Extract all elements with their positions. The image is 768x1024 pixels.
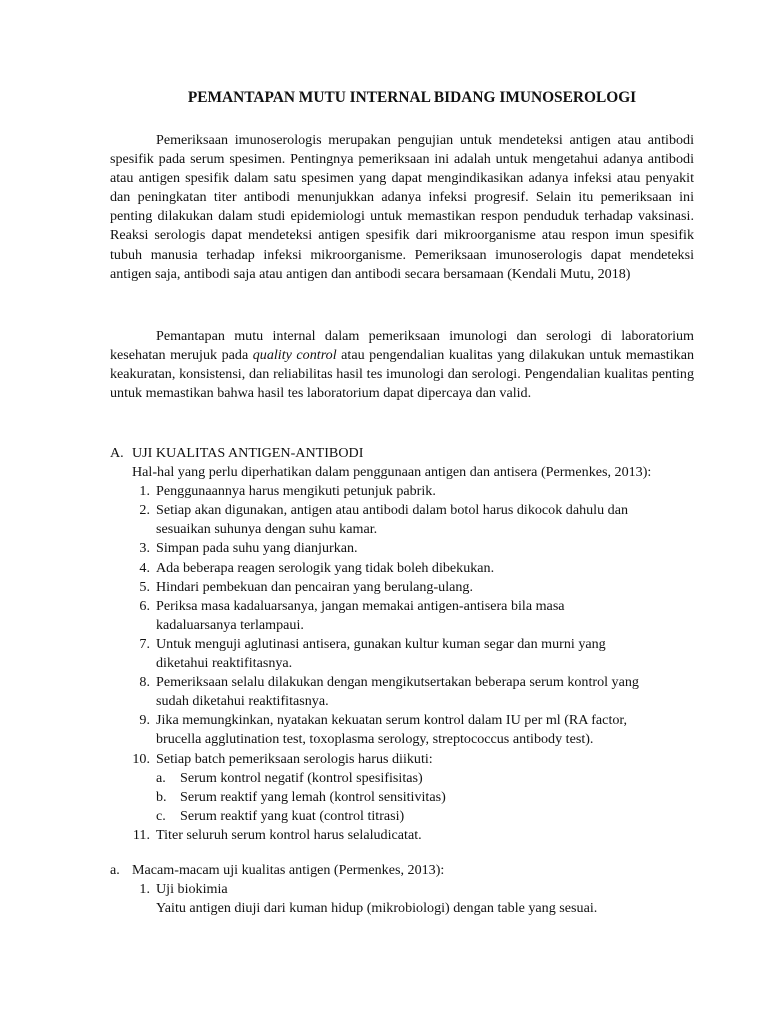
list-item-description: Yaitu antigen diuji dari kuman hidup (mikrobiologi) dengan table yang sesuai. [156,900,598,917]
section-antigen-quality-tests [110,861,694,918]
list-number: 6. [139,597,150,614]
sublist-letter: a. [156,769,166,786]
list-item [139,578,694,597]
sublist-item-text: Serum reaktif yang kuat (control titrasi) [180,807,405,824]
italic-term: quality control [252,347,337,364]
sublist-letter: c. [156,807,166,824]
section-marker: A. [110,445,124,461]
lettered-sublist [156,769,694,826]
intro-paragraph: Pemeriksaan imunoserologis merupakan pengujian untuk mendeteksi antigen atau antibodi spesifik pada serum spesimen. Pentingnya pemeriksaan ini adalah untuk mengetahui adanya antibodi atau antigen spesifik dalam satu spesimen yang dapat mengindikasikan adanya infeksi atau penyakit dan peningkatan titer antibodi menunjukkan adanya infeksi progresif. Selain itu pemeriksaan ini penting dilakukan dalam studi epidemiologi untuk memastikan respon penduduk terhadap vaksinasi. Reaksi serologis dapat mendeteksi antigen spesifik dari mikroorganisme atau respon imun spesifik tubuh manusia terhadap infeksi mikroorganisme. Pemeriksaan imunoserologis dapat mendeteksi antigen saja, antibodi saja atau antigen dan antibodi secara bersamaan (Kendali Mutu, 2018) [110,132,694,282]
list-number: 11. [132,826,150,843]
list-item [139,482,694,501]
list-number: 3. [139,540,150,557]
list-number: 10. [132,750,150,767]
page-title: PEMANTAPAN MUTU INTERNAL BIDANG IMUNOSEROLOGI [187,89,637,106]
list-item-text: Ada beberapa reagen serologik yang tidak boleh dibekukan. [156,559,495,576]
numbered-list [110,880,694,918]
list-item-text: Uji biokimia [156,881,228,898]
list-number: 7. [139,635,150,652]
list-item [139,711,694,749]
list-number: 9. [139,712,150,729]
list-item [132,826,694,845]
list-item-text-continued: sudah diketahui reaktifitasnya. [156,693,329,710]
list-item-text: Setiap akan digunakan, antigen atau antibodi dalam botol harus dikocok dahulu dan [156,502,629,519]
list-item-text-continued: diketahui reaktifitasnya. [156,655,293,672]
list-item-text-continued: brucella agglutination test, toxoplasma serology, streptococcus antibody test). [156,731,594,748]
list-item-text: Untuk menguji aglutinasi antisera, gunakan kultur kuman segar dan murni yang [156,635,606,652]
section-antigen-antibody-quality [110,444,694,845]
list-number: 1. [139,881,150,898]
list-number: 5. [139,578,150,595]
list-item [139,559,694,578]
list-item [139,501,694,539]
section-marker: a. [110,862,120,878]
sublist-item [156,807,694,826]
list-item [139,635,694,673]
list-item [139,880,694,918]
list-number: 2. [139,502,150,519]
list-number: 8. [139,674,150,691]
paragraph-text-after: atau pengendalian kualitas yang dilakukan untuk memastikan keakuratan, konsistensi, dan reliabilitas hasil tes imunologi dan serologi. Pengendalian kualitas penting untuk memastikan bahwa hasil tes laboratorium dapat dipercaya dan valid. [110,347,694,402]
list-item-text: Titer seluruh serum kontrol harus selaludicatat. [156,826,422,843]
sublist-item [156,769,694,788]
section-heading [110,861,694,880]
list-item-text: Simpan pada suhu yang dianjurkan. [156,540,358,557]
list-item [132,750,694,826]
list-item-text: Jika memungkinkan, nyatakan kekuatan serum kontrol dalam IU per ml (RA factor, [156,712,628,729]
quality-control-paragraph [110,327,694,403]
section-heading-text: UJI KUALITAS ANTIGEN-ANTIBODI [132,445,364,461]
section-heading-text: Macam-macam uji kualitas antigen (Permenkes, 2013): [132,862,445,878]
list-item [139,597,694,635]
sublist-item [156,788,694,807]
list-number: 4. [139,559,150,576]
list-item-text: Pemeriksaan selalu dilakukan dengan mengikutsertakan beberapa serum kontrol yang [156,674,639,691]
section-heading [110,444,694,463]
section-intro: Hal-hal yang perlu diperhatikan dalam penggunaan antigen dan antisera (Permenkes, 2013): [132,464,652,481]
sublist-letter: b. [156,788,167,805]
numbered-list [110,482,694,845]
list-number: 1. [139,483,150,500]
list-item-text: Penggunaannya harus mengikuti petunjuk pabrik. [156,483,436,500]
list-item [139,673,694,711]
list-item-text: Hindari pembekuan dan pencairan yang berulang-ulang. [156,578,473,595]
list-item-text: Setiap batch pemeriksaan serologis harus diikuti: [156,750,433,767]
sublist-item-text: Serum reaktif yang lemah (kontrol sensitivitas) [180,788,446,805]
sublist-item-text: Serum kontrol negatif (kontrol spesifisitas) [180,769,423,786]
list-item-text-continued: sesuaikan suhunya dengan suhu kamar. [156,521,378,538]
paragraph-text-before: Pemantapan mutu internal dalam pemeriksaan imunologi dan serologi di laboratorium kesehatan merujuk pada [110,328,694,364]
list-item-text: Periksa masa kadaluarsanya, jangan memakai antigen-antisera bila masa [156,597,565,614]
list-item [139,539,694,558]
list-item-text-continued: kadaluarsanya terlampaui. [156,616,304,633]
